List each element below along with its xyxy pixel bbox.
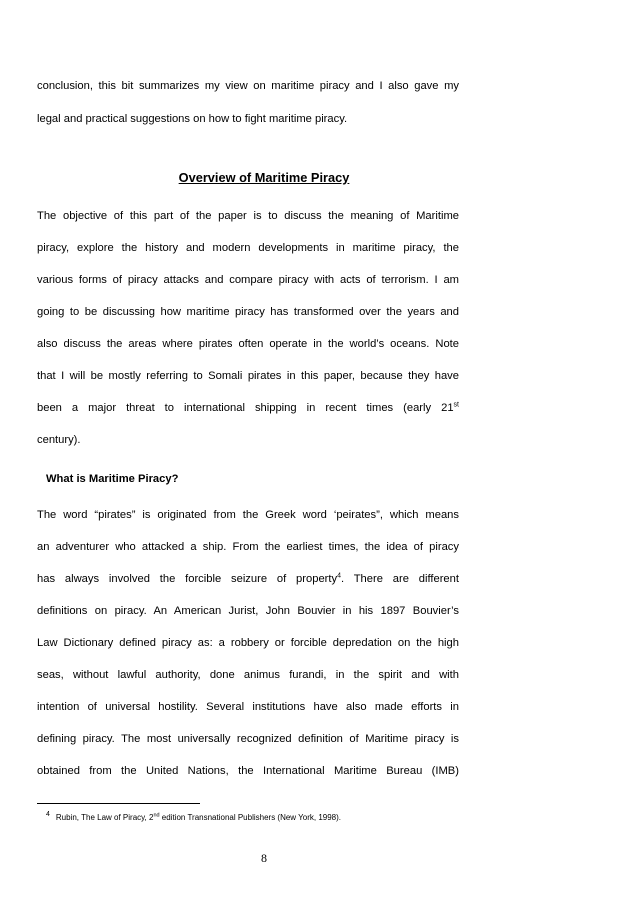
overview-line-5: also discuss the areas where pirates often operate in the world’s oceans. Note	[37, 338, 459, 350]
definition-line-7: intention of universal hostility. Several institutions have also made efforts in	[37, 701, 459, 713]
ordinal-superscript: st	[453, 401, 459, 409]
footnote-text-after: edition Transnational Publishers (New York, 1998).	[159, 813, 341, 822]
overview-line-2: piracy, explore the history and modern developments in maritime piracy, the	[37, 242, 459, 254]
overview-line-1: The objective of this part of the paper is to discuss the meaning of Maritime	[37, 210, 459, 222]
definition-line-8: defining piracy. The most universally recognized definition of Maritime piracy is	[37, 733, 459, 745]
intro-line-1: conclusion, this bit summarizes my view on maritime piracy and I also gave my	[37, 80, 459, 92]
definition-line-3	[37, 572, 459, 586]
section-heading: Overview of Maritime Piracy	[178, 170, 350, 185]
definition-line-1: The word “pirates” is originated from the Greek word ‘peirates”, which means	[37, 509, 459, 521]
overview-line-6: that I will be mostly referring to Somali pirates in this paper, because they have	[37, 370, 459, 382]
definition-line-3-after: . There are different	[341, 573, 459, 585]
page-number: 8	[261, 851, 267, 865]
footnote-reference: 4	[337, 572, 341, 580]
definition-line-4: definitions on piracy. An American Jurist, John Bouvier in his 1897 Bouvier’s	[37, 605, 459, 617]
definition-line-2: an adventurer who attacked a ship. From the earliest times, the idea of piracy	[37, 541, 459, 553]
overview-line-7-text: been a major threat to international shipping in recent times (early 21	[37, 402, 454, 414]
overview-line-4: going to be discussing how maritime piracy has transformed over the years and	[37, 306, 459, 318]
overview-line-8: century).	[37, 434, 81, 446]
subsection-heading: What is Maritime Piracy?	[46, 473, 179, 485]
footnote-text-before: Rubin, The Law of Piracy, 2	[55, 813, 154, 822]
overview-line-7	[37, 401, 459, 415]
intro-line-2: legal and practical suggestions on how to fight maritime piracy.	[37, 113, 348, 125]
footnote	[46, 812, 341, 824]
footnote-ordinal: nd	[153, 812, 160, 819]
definition-line-3-text: has always involved the forcible seizure of property	[37, 573, 338, 585]
definition-line-5: Law Dictionary defined piracy as: a robbery or forcible depredation on the high	[37, 637, 459, 649]
definition-line-6: seas, without lawful authority, done animus furandi, in the spirit and with	[37, 669, 459, 681]
definition-line-9: obtained from the United Nations, the International Maritime Bureau (IMB)	[37, 765, 459, 777]
footnote-marker: 4	[46, 811, 50, 819]
footnote-separator	[37, 803, 200, 804]
overview-line-3: various forms of piracy attacks and compare piracy with acts of terrorism. I am	[37, 274, 459, 286]
